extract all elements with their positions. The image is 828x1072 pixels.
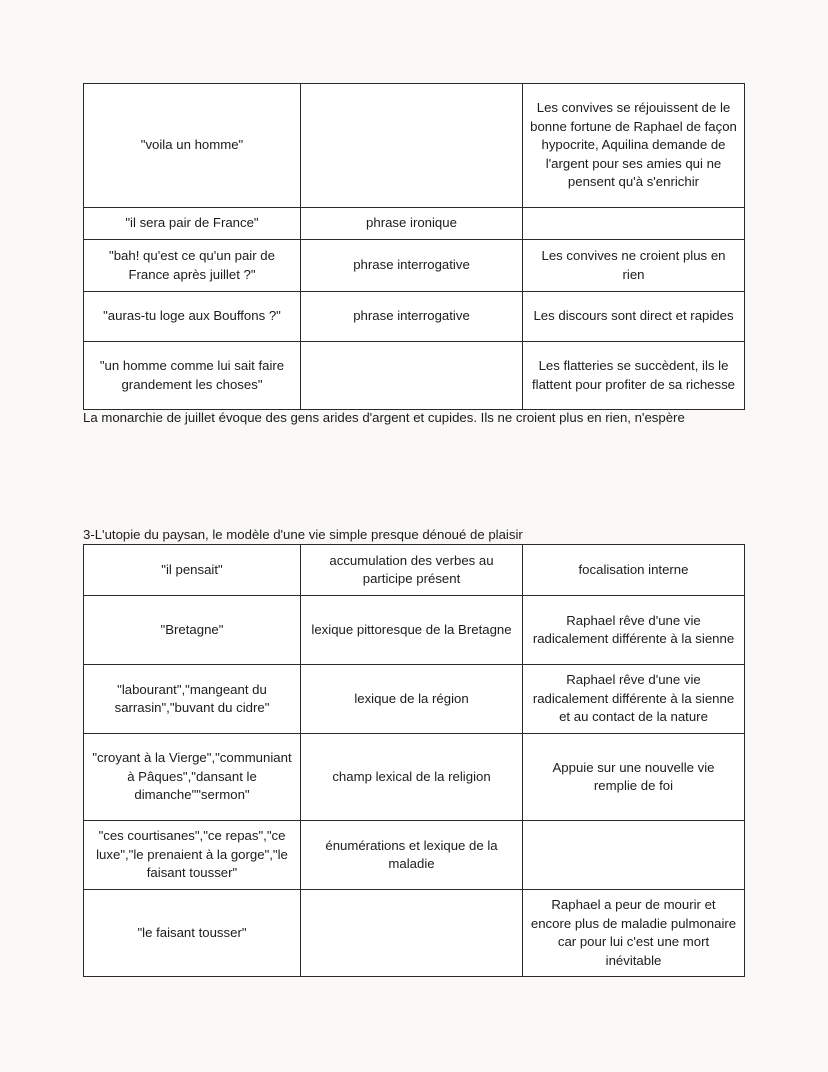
table-row: [84, 596, 745, 665]
interpretation-cell: Raphael rêve d'une vie radicalement différente à la sienne: [523, 596, 745, 665]
table-row: [84, 342, 745, 410]
device-cell: [301, 342, 523, 410]
interpretation-cell: Les flatteries se succèdent, ils le flattent pour profiter de sa richesse: [523, 342, 745, 410]
quote-cell: "auras-tu loge aux Bouffons ?": [84, 292, 301, 342]
quote-cell: "croyant à la Vierge","communiant à Pâques","dansant le dimanche""sermon": [84, 734, 301, 821]
table-row: [84, 734, 745, 821]
analysis-table-1: [83, 83, 745, 410]
interpretation-cell: Les discours sont direct et rapides: [523, 292, 745, 342]
device-cell: [301, 890, 523, 977]
interpretation-cell: Raphael rêve d'une vie radicalement différente à la sienne et au contact de la nature: [523, 665, 745, 734]
quote-cell: "voila un homme": [84, 84, 301, 208]
device-cell: phrase interrogative: [301, 240, 523, 292]
interpretation-cell: Appuie sur une nouvelle vie remplie de foi: [523, 734, 745, 821]
table-row: [84, 292, 745, 342]
table-row: [84, 84, 745, 208]
interpretation-cell: Les convives se réjouissent de le bonne fortune de Raphael de façon hypocrite, Aquilina demande de l'argent pour ses amies qui ne pensent qu'à s'enrichir: [523, 84, 745, 208]
quote-cell: "labourant","mangeant du sarrasin","buvant du cidre": [84, 665, 301, 734]
device-cell: phrase interrogative: [301, 292, 523, 342]
table-row: [84, 240, 745, 292]
quote-cell: "il pensait": [84, 545, 301, 596]
device-cell: lexique de la région: [301, 665, 523, 734]
device-cell: phrase ironique: [301, 208, 523, 240]
device-cell: lexique pittoresque de la Bretagne: [301, 596, 523, 665]
quote-cell: "le faisant tousser": [84, 890, 301, 977]
table-row: [84, 890, 745, 977]
quote-cell: "il sera pair de France": [84, 208, 301, 240]
summary-paragraph: La monarchie de juillet évoque des gens arides d'argent et cupides. Ils ne croient plus en rien, n'espère: [83, 410, 685, 425]
analysis-table-2: [83, 544, 745, 977]
device-cell: [301, 84, 523, 208]
quote-cell: "Bretagne": [84, 596, 301, 665]
interpretation-cell: [523, 208, 745, 240]
table-row: [84, 821, 745, 890]
interpretation-cell: Les convives ne croient plus en rien: [523, 240, 745, 292]
quote-cell: "ces courtisanes","ce repas","ce luxe","le prenaient à la gorge","le faisant tousser": [84, 821, 301, 890]
interpretation-cell: [523, 821, 745, 890]
device-cell: accumulation des verbes au participe présent: [301, 545, 523, 596]
interpretation-cell: focalisation interne: [523, 545, 745, 596]
table-row: [84, 545, 745, 596]
quote-cell: "un homme comme lui sait faire grandement les choses": [84, 342, 301, 410]
table-row: [84, 208, 745, 240]
quote-cell: "bah! qu'est ce qu'un pair de France après juillet ?": [84, 240, 301, 292]
device-cell: champ lexical de la religion: [301, 734, 523, 821]
device-cell: énumérations et lexique de la maladie: [301, 821, 523, 890]
table-row: [84, 665, 745, 734]
interpretation-cell: Raphael a peur de mourir et encore plus de maladie pulmonaire car pour lui c'est une mort inévitable: [523, 890, 745, 977]
section-heading: 3-L'utopie du paysan, le modèle d'une vie simple presque dénoué de plaisir: [83, 527, 523, 542]
